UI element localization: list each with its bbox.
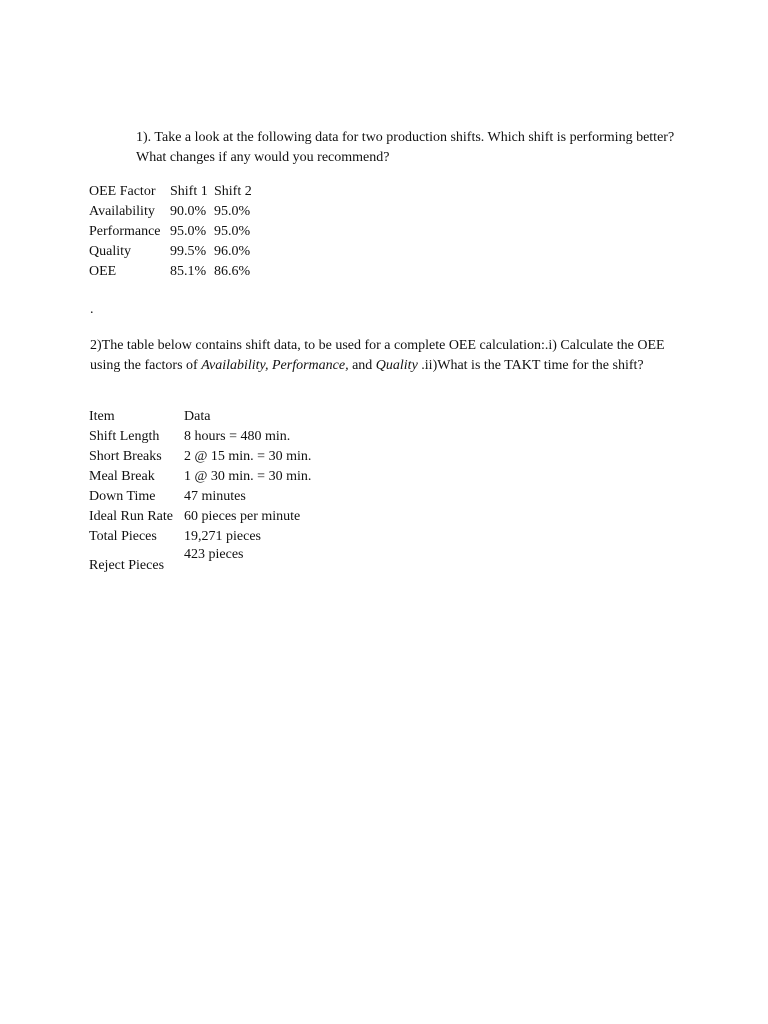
item-value: 19,271 pieces bbox=[184, 529, 261, 544]
shift-1-value: 90.0% bbox=[170, 204, 207, 219]
item-value: 8 hours = 480 min. bbox=[184, 429, 291, 444]
item-label: Down Time bbox=[89, 489, 156, 504]
availability-term: Availability, bbox=[201, 358, 269, 373]
shift-2-value: 96.0% bbox=[214, 244, 251, 259]
item-label: Meal Break bbox=[89, 469, 155, 484]
shift-1-value: 85.1% bbox=[170, 264, 207, 279]
shift-2-value: 86.6% bbox=[214, 264, 251, 279]
item-value: 423 pieces bbox=[184, 547, 244, 562]
shift-2-value: 95.0% bbox=[214, 224, 251, 239]
shift-2-value: 95.0% bbox=[214, 204, 251, 219]
question-2-intro: 2)The table below contains shift data, to be used for a complete OEE calculation:.i) Calculate the OEE using the factors of bbox=[90, 338, 665, 373]
header-item: Item bbox=[89, 409, 115, 424]
header-oee-factor: OEE Factor bbox=[89, 184, 156, 199]
shift-1-value: 99.5% bbox=[170, 244, 207, 259]
separator-dot: . bbox=[90, 302, 94, 317]
item-value: 60 pieces per minute bbox=[184, 509, 301, 524]
row-label: Performance bbox=[89, 224, 161, 239]
quality-term: Quality bbox=[375, 358, 418, 373]
item-value: 1 @ 30 min. = 30 min. bbox=[184, 469, 312, 484]
header-shift-2: Shift 2 bbox=[214, 184, 252, 199]
item-label: Short Breaks bbox=[89, 449, 162, 464]
item-label: Shift Length bbox=[89, 429, 160, 444]
header-shift-1: Shift 1 bbox=[170, 184, 208, 199]
row-label: Availability bbox=[89, 204, 155, 219]
item-value: 2 @ 15 min. = 30 min. bbox=[184, 449, 312, 464]
question-2-text bbox=[90, 336, 690, 376]
item-label: Reject Pieces bbox=[89, 558, 165, 573]
performance-term: Performance, bbox=[271, 358, 349, 373]
item-value: 47 minutes bbox=[184, 489, 246, 504]
row-label: Quality bbox=[89, 244, 131, 259]
shift-1-value: 95.0% bbox=[170, 224, 207, 239]
item-label: Ideal Run Rate bbox=[89, 509, 173, 524]
item-label: Total Pieces bbox=[89, 529, 157, 544]
header-data: Data bbox=[184, 409, 211, 424]
row-label: OEE bbox=[89, 264, 117, 279]
and-word: and bbox=[348, 358, 376, 373]
question-2-ending: .ii)What is the TAKT time for the shift? bbox=[417, 358, 644, 373]
question-1-text: 1). Take a look at the following data for two production shifts. Which shift is performing better? What changes if any would you recommend? bbox=[136, 130, 675, 165]
